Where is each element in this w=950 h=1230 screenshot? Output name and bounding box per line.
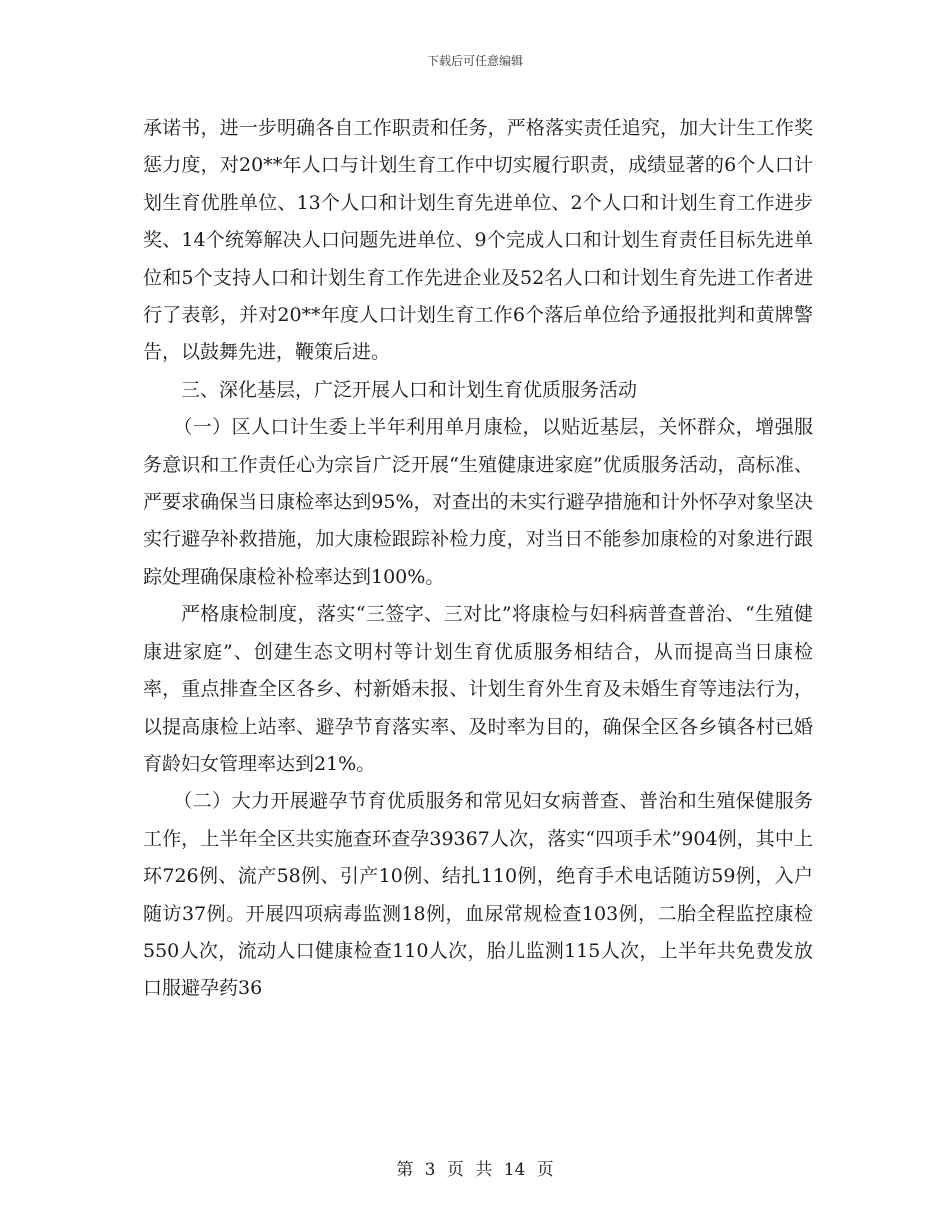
paragraph-continuation: 承诺书，进一步明确各自工作职责和任务，严格落实责任追究，加大计生工作奖惩力度，对20**年人口与计划生育工作中切实履行职责，成绩显著的6个人口计划生育优胜单位、13个人口和计划生育先进单位、2个人口和计划生育工作进步奖、14个统筹解决人口问题先进单位、9个完成人口和计划生育责任目标先进单位和5个支持人口和计划生育工作先进企业及52名人口和计划生育先进工作者进行了表彰，并对20**年度人口计划生育工作6个落后单位给予通报批判和黄牌警告，以鼓舞先进，鞭策后进。 (143, 117, 813, 364)
paragraph-item-1: （一）区人口计生委上半年利用单月康检，以贴近基层，关怀群众，增强服务意识和工作责任心为宗旨广泛开展“生殖健康进家庭”优质服务活动，高标准、严要求确保当日康检率达到95%，对查出的未实行避孕措施和计外怀孕对象坚决实行避孕补救措施，加大康检跟踪补检力度，对当日不能参加康检的对象进行跟踪处理确保康检补检率达到100%。 (143, 416, 813, 588)
paragraph-item-2: （二）大力开展避孕节育优质服务和常见妇女病普查、普治和生殖保健服务工作，上半年全区共实施查环查孕39367人次，落实“四项手术”904例，其中上环726例、流产58例、引产10例、结扎110例，绝育手术电话随访59例，入户随访37例。开展四项病毒监测18例，血尿常规检查103例，二胎全程监控康检550人次，流动人口健康检查110人次，胎儿监测115人次，上半年共免费发放口服避孕药36 (143, 790, 813, 1000)
page-header: 下载后可任意编辑 (426, 54, 523, 68)
section-heading: 三、深化基层，广泛开展人口和计划生育优质服务活动 (181, 378, 638, 401)
document-body (143, 110, 813, 1008)
paragraph-inspection: 严格康检制度，落实“三签字、三对比”将康检与妇科病普查普治、“生殖健康进家庭”、创建生态文明村等计划生育优质服务相结合，从而提高当日康检率，重点排查全区各乡、村新婚未报、计划生育外生育及未婚生育等违法行为，以提高康检上站率、避孕节育落实率、及时率为目的，确保全区各乡镇各村已婚育龄妇女管理率达到21%。 (143, 603, 813, 775)
page-number-footer: 第 3 页 共 14 页 (396, 1160, 554, 1180)
